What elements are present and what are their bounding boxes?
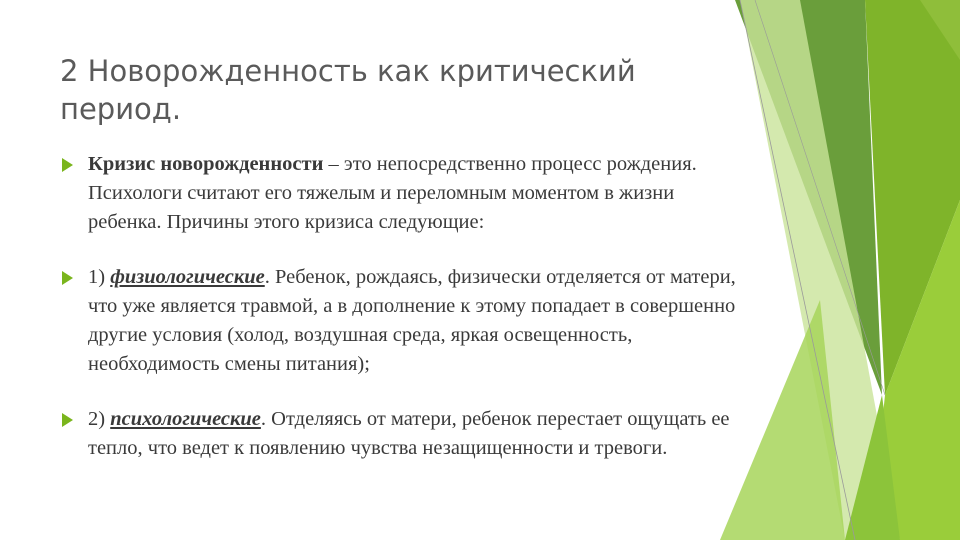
bullet-item-psychological	[60, 405, 740, 463]
bullet-lead-term: физиологические	[110, 266, 265, 288]
bullet-prefix: 2)	[88, 408, 111, 430]
bullet-list	[60, 150, 740, 489]
bullet-text: . Отделяясь от матери, ребенок перестает ощущать ее тепло, что ведет к появлению чувства незащищенности и тревоги.	[88, 408, 730, 459]
bullet-prefix: 1)	[88, 266, 111, 288]
bullet-item-physiological	[60, 263, 740, 379]
triangle-bullet-icon	[62, 413, 73, 427]
bullet-lead-term: психологические	[110, 408, 261, 430]
triangle-bullet-icon	[62, 271, 73, 285]
bullet-text: – это непосредственно процесс рождения. Психологи считают его тяжелым и переломным моментом в жизни ребенка. Причины этого кризиса следующие:	[88, 153, 697, 233]
bullet-text: . Ребенок, рождаясь, физически отделяется от матери, что уже является травмой, а в дополнение к этому попадает в совершенно другие условия (холод, воздушная среда, яркая освещенность, необходимость смены питания);	[88, 266, 736, 375]
bullet-lead-term: Кризис новорожденности	[88, 153, 324, 175]
bullet-item-crisis	[60, 150, 740, 237]
slide-title: 2 Новорожденность как критический период.	[60, 54, 636, 126]
triangle-bullet-icon	[62, 158, 73, 172]
